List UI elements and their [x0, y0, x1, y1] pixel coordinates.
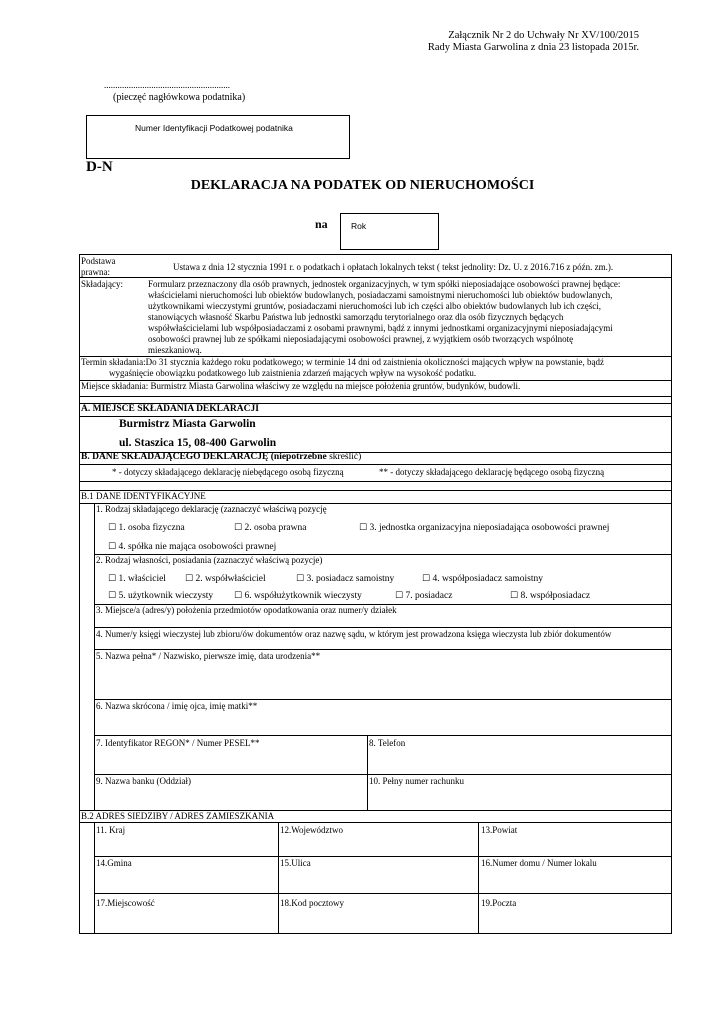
skladajacy-line: współwłaścicielami lub współposiadaczami z osobami prawnymi, bądź z innymi jednostkami organizacyjnymi nieposiadającymi — [148, 323, 613, 333]
checkbox-icon[interactable]: ☐ — [359, 523, 368, 533]
section-b-title-main: B. DANE SKŁADAJĄCEGO DEKLARACJĘ (niepotrzebne — [81, 452, 330, 462]
checkbox-icon[interactable]: ☐ — [185, 574, 194, 584]
checkbox-icon[interactable]: ☐ — [395, 591, 404, 601]
b2-title: B.2 ADRES SIEDZIBY / ADRES ZAMIESZKANIA — [81, 811, 275, 821]
podstawa-label: Podstawa prawna: — [81, 256, 116, 277]
option-osoba-prawna[interactable] — [234, 522, 306, 534]
checkbox-icon[interactable]: ☐ — [108, 542, 117, 552]
note-natural-person: ** - dotyczy składającego deklarację będącego osobą fizyczną — [379, 467, 605, 477]
field-16-label: 16.Numer domu / Numer lokalu — [481, 858, 597, 868]
checkbox-icon[interactable]: ☐ — [510, 591, 519, 601]
section-a-title: A. MIEJSCE SKŁADANIA DEKLARACJI — [81, 404, 259, 414]
b1-title: B.1 DANE IDENTYFIKACYJNE — [81, 491, 206, 501]
field-5-label: 5. Nazwa pełna* / Nazwisko, pierwsze imię, data urodzenia** — [96, 651, 321, 661]
field-11-label: 11. Kraj — [96, 825, 126, 835]
field-17-label: 17.Miejscowość — [96, 898, 155, 908]
option-label: 2. współwłaściciel — [195, 574, 266, 584]
field-15-label: 15.Ulica — [280, 858, 311, 868]
field-9-label: 9. Nazwa banku (Oddział) — [96, 776, 191, 786]
option-label: 1. właściciel — [118, 574, 166, 584]
skladajacy-line: mieszkaniową. — [148, 345, 202, 355]
year-label: Rok — [351, 221, 367, 231]
skladajacy-line: właścicielami nieruchomości lub obiektów budowlanych, posiadaczami samoistnymi nieruchomości lub obiektów budowlanych, — [148, 290, 613, 300]
checkbox-icon[interactable]: ☐ — [234, 591, 243, 601]
option-wspolposiadacz-samoistny[interactable] — [422, 573, 543, 585]
field-19-label: 19.Poczta — [481, 898, 517, 908]
page-title: DEKLARACJA NA PODATEK OD NIERUCHOMOŚCI — [190, 178, 535, 193]
nip-label: Numer Identyfikacji Podatkowej podatnika — [135, 123, 293, 133]
checkbox-icon[interactable]: ☐ — [296, 574, 305, 584]
skladajacy-line: stanowiących własność Skarbu Państwa lub jednostki samorządu terytorialnego oraz dla osób fizycznych będących — [148, 312, 564, 322]
field-2-label: 2. Rodzaj własności, posiadania (zaznaczyć właściwą pozycje) — [96, 555, 323, 565]
section-b-title — [81, 452, 361, 462]
skladajacy-label: Składający: — [81, 279, 123, 289]
office-address: ul. Staszica 15, 08-400 Garwolin — [119, 437, 277, 449]
field-1-label: 1. Rodzaj składającego deklarację (zaznaczyć właściwą pozycję — [96, 504, 327, 514]
option-wlasciciel[interactable] — [108, 573, 166, 585]
option-label: 5. użytkownik wieczysty — [118, 591, 214, 601]
checkbox-icon[interactable]: ☐ — [108, 591, 117, 601]
field-14-label: 14.Gmina — [96, 858, 132, 868]
field-13-label: 13.Powiat — [481, 825, 518, 835]
na-label: na — [315, 217, 328, 231]
option-wspolwlasciciel[interactable] — [185, 573, 266, 585]
year-box[interactable] — [340, 213, 439, 250]
option-label: 6. współużytkownik wieczysty — [244, 591, 362, 601]
field-4-label: 4. Numer/y księgi wieczystej lub zbioru/ów dokumentów oraz nazwę sądu, w którym jest prowadzona księga wieczysta lub zbiór dokumentów — [96, 629, 612, 639]
stamp-caption: (pieczęć nagłówkowa podatnika) — [113, 92, 246, 103]
checkbox-icon[interactable]: ☐ — [422, 574, 431, 584]
annex-line-2: Rady Miasta Garwolina z dnia 23 listopada 2015r. — [427, 42, 639, 53]
option-label: 7. posiadacz — [405, 591, 453, 601]
option-wspoluzytkownik-wieczysty[interactable] — [234, 590, 362, 602]
annex-reference — [428, 30, 639, 54]
option-uzytkownik-wieczysty[interactable] — [108, 590, 213, 602]
field-7-label: 7. Identyfikator REGON* / Numer PESEL** — [96, 738, 260, 748]
form-code: D-N — [86, 159, 113, 175]
skladajacy-line: osobowości prawnej lub ze spółkami nieposiadającymi osobowości prawnej, z wyjątkiem osób tworzących wspólnotę — [148, 334, 574, 344]
field-6-label: 6. Nazwa skrócona / imię ojca, imię matki** — [96, 701, 258, 711]
miejsce-skladania: Miejsce składania: Burmistrz Miasta Garwolina właściwy ze względu na miejsce położenia gruntów, budynków, budowli. — [81, 381, 521, 391]
section-b-title-suffix: skreślić) — [329, 452, 362, 462]
option-spolka[interactable] — [108, 541, 276, 553]
skladajacy-line: Formularz przeznaczony dla osób prawnych, jednostek organizacyjnych, w tym spółki nieposiadające osobowości prawnej będące: — [148, 279, 621, 289]
note-legal-person: * - dotyczy składającego deklarację niebędącego osobą fizyczną — [112, 467, 344, 477]
option-label: 8. współposiadacz — [520, 591, 591, 601]
office-name: Burmistrz Miasta Garwolin — [119, 418, 256, 430]
option-osoba-fizyczna[interactable] — [108, 522, 185, 534]
checkbox-icon[interactable]: ☐ — [234, 523, 243, 533]
stamp-dots: ........................................................ — [104, 80, 230, 90]
option-posiadacz[interactable] — [395, 590, 452, 602]
option-label: 4. spółka nie mająca osobowości prawnej — [118, 542, 277, 552]
field-18-label: 18.Kod pocztowy — [280, 898, 344, 908]
field-12-label: 12.Województwo — [280, 825, 344, 835]
checkbox-icon[interactable]: ☐ — [108, 523, 117, 533]
field-8-label: 8. Telefon — [369, 738, 406, 748]
option-label: 4. współposiadacz samoistny — [432, 574, 544, 584]
field-10-label: 10. Pełny numer rachunku — [369, 776, 464, 786]
checkbox-icon[interactable]: ☐ — [108, 574, 117, 584]
podstawa-text: Ustawa z dnia 12 stycznia 1991 r. o podatkach i opłatach lokalnych tekst ( tekst jednolity: Dz. U. z 2016.716 z późn. zm.). — [173, 262, 614, 272]
option-jednostka-organizacyjna[interactable] — [359, 522, 609, 534]
termin-text — [81, 357, 604, 379]
nip-box[interactable] — [86, 115, 350, 159]
option-label: 1. osoba fizyczna — [118, 523, 185, 533]
termin-line: Termin składania:Do 31 stycznia każdego roku podatkowego; w terminie 14 dni od zaistnienia okoliczności mających wpływ na powstanie, bądź — [81, 357, 604, 367]
field-3-label: 3. Miejsce/a (adres/y) położenia przedmiotów opodatkowania oraz numer/y działek — [96, 605, 397, 615]
option-posiadacz-samoistny[interactable] — [296, 573, 394, 585]
annex-line-1: Załącznik Nr 2 do Uchwały Nr XV/100/2015 — [448, 30, 639, 41]
termin-line: wygaśnięcie obowiązku podatkowego lub zaistnienia zdarzeń mających wpływ na wysokość podatku. — [109, 368, 477, 378]
option-label: 3. jednostka organizacyjna nieposiadająca osobowości prawnej — [369, 523, 610, 533]
option-label: 2. osoba prawna — [244, 523, 307, 533]
option-label: 3. posiadacz samoistny — [306, 574, 395, 584]
skladajacy-text — [148, 279, 620, 356]
option-wspolposiadacz[interactable] — [510, 590, 590, 602]
skladajacy-line: użytkownikami wieczystymi gruntów, posiadaczami nieruchomości lub ich części albo obiektów budowlanych lub ich części, — [148, 301, 602, 311]
